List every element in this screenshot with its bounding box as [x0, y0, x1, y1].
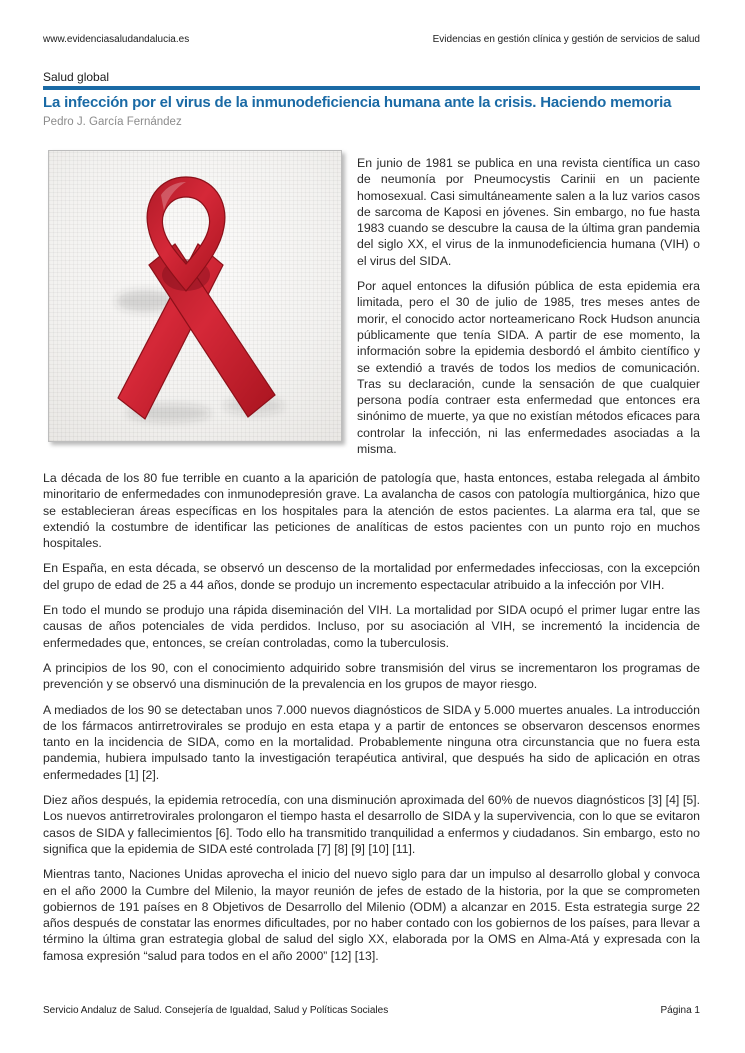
article-author: Pedro J. García Fernández [43, 116, 182, 128]
paragraph: En junio de 1981 se publica en una revista científica un caso de neumonía por Pneumocystis Carinii en un paciente homosexual. Casi simultáneamente salen a la luz varios casos de sarcoma de Kaposi en jóvenes. Sin embargo, no fue hasta 1983 cuando se descubre la causa de la última gran pandemia del siglo XX, el virus de la inmunodeficiencia humana (VIH) o el virus del SIDA. [357, 156, 700, 268]
aids-ribbon-photo [48, 150, 342, 442]
header-site-url: www.evidenciasaludandalucia.es [43, 34, 190, 45]
article-body [43, 470, 700, 973]
header-site-name: Evidencias en gestión clínica y gestión de servicios de salud [432, 34, 700, 45]
lead-paragraphs [357, 150, 700, 466]
section-label: Salud global [43, 70, 110, 84]
page-footer [43, 1005, 700, 1016]
page-header [43, 34, 700, 45]
paragraph: Por aquel entonces la difusión pública de esta epidemia era limitada, pero el 30 de julio de 1985, tres meses antes de morir, el conocido actor norteamericano Rock Hudson anuncia públicamente que tenía SIDA. A partir de ese momento, la información sobre la epidemia desbordó el ámbito científico y se extendió a través de todos los medios de comunicación. Tras su declaración, cunde la sensación de que cualquier persona podía contraer esta enfermedad que entonces era sinónimo de muerte, ya que no existían métodos eficaces para controlar la infección, ni las enfermedades asociadas a la misma. [357, 279, 700, 457]
paragraph: Mientras tanto, Naciones Unidas aprovecha el inicio del nuevo siglo para dar un impulso al desarrollo global y convoca en el año 2000 la Cumbre del Milenio, la mayor reunión de jefes de estado de la historia, por la que se comprometen gobiernos de 191 países en 8 Objetivos de Desarrollo del Milenio (ODM) a alcanzar en 2015. Esta estrategia surge 22 años después de constatar las enormes dificultades, por no haber contado con los gobiernos de los países, para llevar a término la última gran estrategia global de salud del siglo XX, elaborada por la OMS en Alma-Atá y expresada con la famosa expresión “salud para todos en el año 2000” [12] [13]. [43, 867, 700, 963]
paragraph: La década de los 80 fue terrible en cuanto a la aparición de patología que, hasta entonces, estaba relegada al ámbito minoritario de enfermedades con inmunodepresión grave. La avalancha de casos con patología multiorgánica, hizo que se establecieran áreas específicas en los hospitales para la atención de estos pacientes. La alarma era tal, que se extendió la costumbre de identificar las peticiones de analíticas de estos pacientes con un punto rojo en muchos hospitales. [43, 471, 700, 551]
paragraph: A principios de los 90, con el conocimiento adquirido sobre transmisión del virus se incrementaron los programas de prevención y se observó una disminución de la prevalencia en los grupos de mayor riesgo. [43, 660, 700, 692]
lead-section [43, 150, 700, 466]
red-awareness-ribbon-icon [49, 151, 343, 443]
article-title: La infección por el virus de la inmunodeficiencia humana ante la crisis. Haciendo memoria [43, 94, 672, 111]
paragraph: En todo el mundo se produjo una rápida diseminación del VIH. La mortalidad por SIDA ocupó el primer lugar entre las causas de años potenciales de vida perdidos. Incluso, por su asociación al VIH, se incrementó la incidencia de enfermedades que, entonces, se creían controladas, como la tuberculosis. [43, 603, 700, 650]
footer-organization: Servicio Andaluz de Salud. Consejería de Igualdad, Salud y Políticas Sociales [43, 1005, 389, 1016]
paragraph: En España, en esta década, se observó un descenso de la mortalidad por enfermedades infecciosas, con la excepción del grupo de edad de 25 a 44 años, donde se produjo un incremento espectacular atribuido a la infección por VIH. [43, 561, 700, 592]
accent-rule [43, 86, 700, 90]
footer-page-number: Página 1 [660, 1005, 700, 1016]
paragraph: A mediados de los 90 se detectaban unos 7.000 nuevos diagnósticos de SIDA y 5.000 muertes anuales. La introducción de los fármacos antirretrovirales se produjo en esta etapa y a partir de entonces se observaron descensos enormes tanto en la incidencia de SIDA, como en la mortalidad. Probablemente ninguna otra circunstancia que no fuera esta pandemia, hubiera impulsado tanto la investigación terapéutica antiviral, que después ha sido de aplicación en otras enfermedades [1] [2]. [43, 702, 700, 782]
paragraph: Diez años después, la epidemia retrocedía, con una disminución aproximada del 60% de nuevos diagnósticos [3] [4] [5]. Los nuevos antirretrovirales prolongaron el tiempo hasta el desarrollo de SIDA y la supervivencia, con lo que se evitaron casos de SIDA y fallecimientos [6]. Todo ello ha transmitido tranquilidad a enfermos y ciudadanos. Sin embargo, esto no significa que la epidemia de SIDA esté controlada [7] [8] [9] [10] [11]. [43, 793, 700, 856]
